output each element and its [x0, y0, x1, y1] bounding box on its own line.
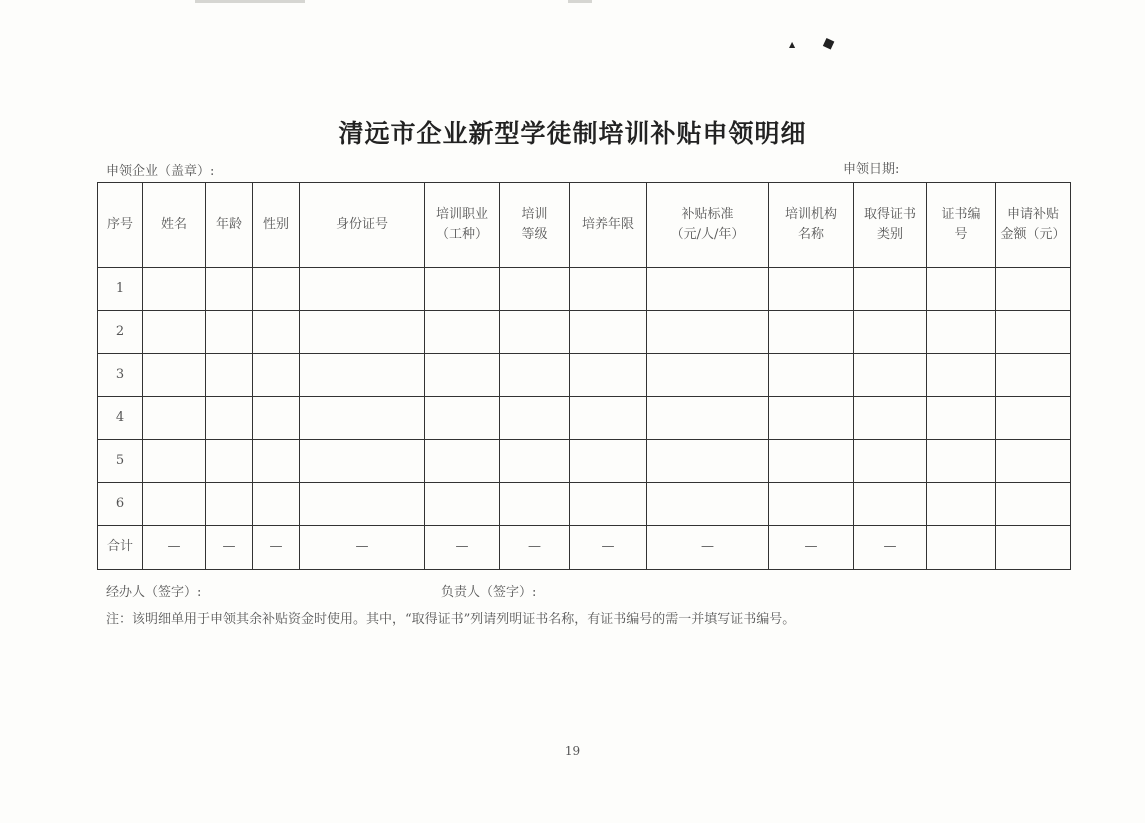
column-header: 证书编 号: [927, 183, 996, 268]
table-cell[interactable]: [927, 397, 996, 440]
table-cell[interactable]: [769, 483, 854, 526]
table-row: [98, 311, 1071, 354]
column-header: 培养年限: [570, 183, 647, 268]
table-row: [98, 397, 1071, 440]
total-cell: —: [647, 526, 769, 570]
column-header: 序号: [98, 183, 143, 268]
table-cell[interactable]: [500, 354, 570, 397]
table-cell[interactable]: [300, 311, 425, 354]
total-cell[interactable]: [927, 526, 996, 570]
table-cell[interactable]: [253, 483, 300, 526]
column-header: 姓名: [143, 183, 206, 268]
total-cell: —: [500, 526, 570, 570]
table-cell[interactable]: [143, 440, 206, 483]
column-header: 培训机构 名称: [769, 183, 854, 268]
table-cell[interactable]: [996, 483, 1071, 526]
table-cell[interactable]: [996, 311, 1071, 354]
table-cell[interactable]: [570, 354, 647, 397]
table-cell[interactable]: [996, 268, 1071, 311]
table-cell[interactable]: [425, 440, 500, 483]
total-cell: —: [143, 526, 206, 570]
total-cell: —: [253, 526, 300, 570]
table-cell[interactable]: [854, 268, 927, 311]
table-cell[interactable]: [143, 397, 206, 440]
page-number: 19: [564, 744, 581, 758]
table-cell[interactable]: [300, 268, 425, 311]
table-cell[interactable]: [300, 397, 425, 440]
table-cell[interactable]: [206, 311, 253, 354]
table-cell[interactable]: [769, 397, 854, 440]
table-cell[interactable]: [647, 268, 769, 311]
table-cell[interactable]: [570, 311, 647, 354]
table-cell[interactable]: [647, 311, 769, 354]
applicant-label: 申领企业（盖章）:: [106, 164, 215, 179]
responsible-signature-label: 负责人（签字）:: [441, 585, 537, 600]
table-cell[interactable]: [206, 483, 253, 526]
footnote: 注：该明细单用于申领其余补贴资金时使用。其中，“取得证书”列请列明证书名称，有证书编号的需一并填写证书编号。: [106, 612, 796, 627]
table-row: [98, 354, 1071, 397]
table-cell[interactable]: [570, 397, 647, 440]
total-cell: —: [425, 526, 500, 570]
table-cell[interactable]: [996, 354, 1071, 397]
table-cell[interactable]: [769, 354, 854, 397]
table-cell[interactable]: [854, 483, 927, 526]
table-cell[interactable]: [854, 354, 927, 397]
table-cell[interactable]: [300, 440, 425, 483]
table-cell[interactable]: [500, 440, 570, 483]
table-row: [98, 483, 1071, 526]
column-header: 培训职业 （工种）: [425, 183, 500, 268]
row-number: 5: [98, 440, 143, 483]
table-row: [98, 440, 1071, 483]
table-cell[interactable]: [927, 354, 996, 397]
column-header: 身份证号: [300, 183, 425, 268]
total-cell[interactable]: [996, 526, 1071, 570]
column-header: 申请补贴 金额（元）: [996, 183, 1071, 268]
total-cell: —: [854, 526, 927, 570]
column-header: 性别: [253, 183, 300, 268]
table-cell[interactable]: [996, 440, 1071, 483]
handler-signature-label: 经办人（签字）:: [106, 585, 202, 600]
date-label: 申领日期:: [843, 162, 900, 177]
table-cell[interactable]: [253, 397, 300, 440]
table-cell[interactable]: [927, 268, 996, 311]
table-cell[interactable]: [500, 311, 570, 354]
table-cell[interactable]: [769, 311, 854, 354]
table-cell[interactable]: [206, 397, 253, 440]
table-cell[interactable]: [143, 354, 206, 397]
table-cell[interactable]: [425, 311, 500, 354]
total-cell: —: [300, 526, 425, 570]
table-cell[interactable]: [143, 483, 206, 526]
table-cell[interactable]: [300, 483, 425, 526]
table-cell[interactable]: [253, 311, 300, 354]
table-cell[interactable]: [570, 483, 647, 526]
table-cell[interactable]: [769, 268, 854, 311]
table-cell[interactable]: [927, 483, 996, 526]
table-cell[interactable]: [647, 440, 769, 483]
total-cell: —: [570, 526, 647, 570]
scan-mark: ▲: [789, 40, 796, 49]
total-cell: —: [769, 526, 854, 570]
column-header: 年龄: [206, 183, 253, 268]
column-header: 取得证书 类别: [854, 183, 927, 268]
table-cell[interactable]: [500, 397, 570, 440]
table-cell[interactable]: [647, 483, 769, 526]
scan-artifact: [568, 0, 592, 3]
table-cell[interactable]: [854, 397, 927, 440]
table-cell[interactable]: [996, 397, 1071, 440]
table-header-row: [98, 183, 1071, 268]
table-cell[interactable]: [425, 397, 500, 440]
scan-artifact: [195, 0, 305, 3]
total-row: [98, 526, 1071, 570]
page-title: 清远市企业新型学徒制培训补贴申领明细: [338, 119, 807, 148]
table-cell[interactable]: [647, 397, 769, 440]
row-number: 1: [98, 268, 143, 311]
table-cell[interactable]: [927, 440, 996, 483]
table-cell[interactable]: [253, 354, 300, 397]
column-header: 培训 等级: [500, 183, 570, 268]
table-cell[interactable]: [570, 268, 647, 311]
table-cell[interactable]: [425, 483, 500, 526]
table-cell[interactable]: [500, 268, 570, 311]
row-number: 2: [98, 311, 143, 354]
table-cell[interactable]: [500, 483, 570, 526]
row-number: 4: [98, 397, 143, 440]
table-cell[interactable]: [927, 311, 996, 354]
table-cell[interactable]: [206, 268, 253, 311]
table-cell[interactable]: [425, 268, 500, 311]
table-cell[interactable]: [854, 311, 927, 354]
table-cell[interactable]: [253, 268, 300, 311]
table-cell[interactable]: [647, 354, 769, 397]
table-cell[interactable]: [253, 440, 300, 483]
row-number: 6: [98, 483, 143, 526]
column-header: 补贴标准 （元/人/年）: [647, 183, 769, 268]
table-cell[interactable]: [300, 354, 425, 397]
subsidy-detail-table: [97, 182, 1071, 570]
table-cell[interactable]: [570, 440, 647, 483]
row-number: 3: [98, 354, 143, 397]
table-row: [98, 268, 1071, 311]
total-label: 合计: [98, 526, 143, 570]
scan-mark: ◆: [819, 31, 838, 54]
table-cell[interactable]: [143, 268, 206, 311]
table-cell[interactable]: [425, 354, 500, 397]
table-cell[interactable]: [854, 440, 927, 483]
table-cell[interactable]: [143, 311, 206, 354]
total-cell: —: [206, 526, 253, 570]
table-cell[interactable]: [206, 440, 253, 483]
table-cell[interactable]: [206, 354, 253, 397]
table-cell[interactable]: [769, 440, 854, 483]
